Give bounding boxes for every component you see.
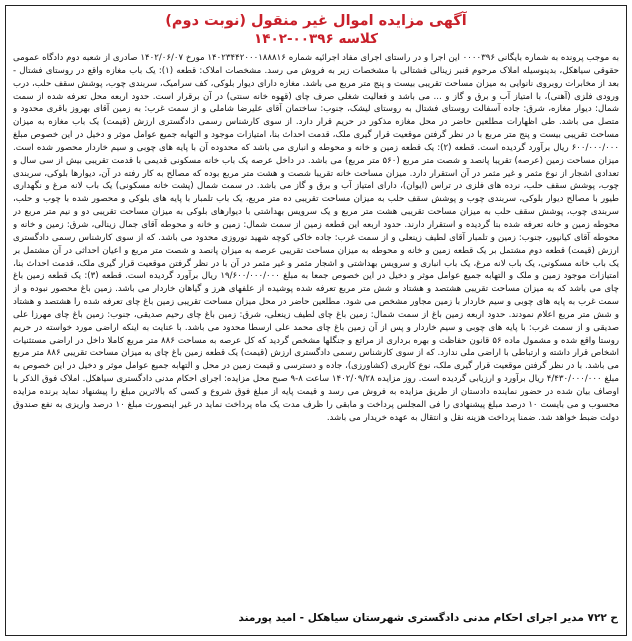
case-number: کلاسه ۰۰۳۹۶-۱۴۰۲ [253,31,379,47]
notice-title: آگهی مزایده اموال غیر منقول (نوبت دوم) [165,13,467,29]
notice-frame [5,5,627,636]
notice-header [6,12,626,48]
signature-line: ح ۷۲۲ مدیر اجرای احکام مدنی دادگستری شهرستان سیاهکل - امید پورمند [238,612,618,624]
notice-body [13,52,619,588]
notice-paragraph: به موجب پرونده به شماره بایگانی ۰۰۰۰۳۹۶ این اجرا و در راستای اجرای مفاد اجرائیه شماره ۱۴۰۲۳۴۴۲۰۰۰۱۸۸۸۱۶ مورخ ۱۴۰۲/۰۶/۰۷ صادری از شعبه دوم دادگاه عمومی حقوقی سیاهکل، بدینوسیله املاک مرحوم قنبر زینالی فشتالی با مشخصات زیر به فروش می رسد. مشخصات املاک: قطعه (۱): یک باب مغازه واقع در روستای فشتال - بعد از مخابرات روبروی نانوایی به میزان مساحت تقریبی بیست و پنج متر مربع می باشد. مغازه دارای دیوار بلوکی، کف سرامیک، سربندی چوب، پوشش سقف حلب، درب ورودی فلزی (آهنی)، با امتیاز آب و برق و گاز و ... می باشد و فعالیت شغلی صرف چای (قهوه خانه سنتی) در آن برقرار است. حدود اربعه محل تعرفه شده از سمت شمال: دیوار مغازه، شرق: جاده آسفالت روستای فشتال به روستای لیشک، جنوب: ساختمان آقای علیرضا شاملی و از سمت غرب: به زمین آقای بهروز باقری محدود و متصل می باشد. طی اظهارات مطلعین حاضر در محل مغازه مذکور در حریم قرار دارد. از سوی کارشناس رسمی دادگستری ارزش (قیمت) یک باب مغازه به میزان مساحت تقریبی بیست و پنج متر مربع با در نظر گرفتن موقعیت قرار گیری ملک، قدمت احداث بنا، امتیازات موجود و التهابه جمیع عوامل موثر و دخیل در این خصوص مبلغ ۶۰۰/۰۰۰/۰۰۰ ریال برآورد گردیده است. قطعه (۲): یک قطعه زمین و خانه و محوطه و انباری می باشد که محدوده آن با پایه های چوبی و سیم خاردار محصور شده است. میزان مساحت زمین (عرصه) تقریبا پانصد و شصت متر مربع (۵۶۰ متر مربع) می باشد. در داخل عرصه یک باب خانه مسکونی قدیمی با قدمت تقریبی بیش از سی سال و تعدادی اشجار از نوع مثمر و غیر مثمر در آن استقرار دارد. میزان مساحت خانه تقریبا شصت و هشت متر مربع بوده که مصالح به کار رفته در آن، دیوارها بلوکی، سربندی چوب، پوشش سقف حلب، نرده های فلزی در تراس (ایوان)، دارای امتیاز آب و برق و گاز می باشد. در سمت شمال (پشت خانه مسکونی) یک باب لانه مرغ و نگهداری طیور با مصالح دیوار بلوکی، سربندی چوب و پوشش سقف حلب به میزان مساحت تقریبی ده متر مربع، یک باب تلمبار با پایه های بلوکی و محصور شده با چوب و حلب، سربندی چوب، پوشش سقف حلب به میزان مساحت تقریبی هشت متر مربع و یک سرویس بهداشتی با دیوارهای بلوکی به میزان مساحت تقریبی دو و نیم متر مربع در محوطه زمین و خانه تعرفه شده بنا گردیده و استقرار دارند. حدود اربعه این قطعه زمین از سمت شمال: زمین و خانه و محوطه آقای جمال زینالی، شرق: زمین و خانه و محوطه آقای کیانپور، جنوب: زمین و تلمبار آقای لطیف زینعلی و از سمت غرب: جاده خاکی کوچه شهید نوروزی محدود می باشد. که از سوی کارشناس رسمی دادگستری ارزش (قیمت) قطعه دوم مشتمل بر یک قطعه زمین و خانه و محوطه به میزان مساحت تقریبی عرصه به میزان پانصد و شصت متر مربع و اعیان احداثی در آن مشتمل بر یک باب خانه مسکونی، یک باب لانه مرغ، یک باب انباری و سرویس بهداشتی و اشجار مثمر و غیر مثمر در آن با در نظر گرفتن موقعیت قرار گیری ملک، قدمت احداث بنا، امتیازات موجود زمین و ملک و التهابه جمیع عوامل موثر و دخیل در این خصوص جمعا به مبلغ ۱۹/۶۰۰/۰۰۰/۰۰۰ ریال برآورد گردیده است. قطعه (۳): یک قطعه زمین باغ چای می باشد که به میزان مساحت تقریبی هشتصد و هشتاد و شش متر مربع تعرفه شده پوشیده از علفهای هرز و گیاهان خاردار می باشد. زمین باغ محصور نبوده و از سمت غرب به پایه های چوبی و سیم خاردار با زمین مجاور مشخص می شود. مطلعین حاضر در محل میزان مساحت تقریبی زمین باغ چای تعرفه شده را هشتصد و هشتاد و شش متر مربع اعلام نمودند. حدود اربعه زمین باغ از سمت شمال: زمین باغ چای لطیف زینعلی، شرق: زمین باغ چای رحیم صدیقی، جنوب: زمین باغ چای مهرزا علی صدیقی و از سمت غرب: با پایه های چوبی و سیم خاردار و پس از آن زمین باغ چای محمد علی ارسطا محدود می باشد. با عنایت به اینکه اراضی مورد خواسته در حریم روستا واقع شده و مشمول ماده ۵۶ قانون حفاظت و بهره برداری از مراتع و جنگلها مشخص گردید که کل عرصه به مساحت ۸۸۶ متر مربع کاملا داخل در اراضی مستثنیات اشخاص قرار داشته و ارتباطی با اراضی ملی ندارد. که از سوی کارشناس رسمی دادگستری ارزش (قیمت) یک قطعه زمین باغ چای به میزان مساحت تقریبی ۸۸۶ متر مربع می باشد. با در نظر گرفتن موقعیت قرار گیری ملک، نوع کاربری (کشاورزی)، جاده و دسترسی و قیمت زمین در محل و التهابه جمیع عوامل موثر و دخیل در این خصوص به مبلغ ۴/۴۳۰/۰۰۰/۰۰۰ ریال برآورد و ارزیابی گردیده است. روز مزایده ۱۴۰۲/۰۹/۲۸ ساعت ۸-۹ صبح محل مزایده: اجرای احکام مدنی دادگستری سیاهکل. املاک فوق الذکر با اوصاف بیان شده در حضور نماینده دادستان از طریق مزایده به فروش می رسد و قیمت پایه از مبلغ فوق شروع و کسی که بالاترین مبلغ را پیشنهاد نماید برنده مزایده محسوب و می بایست ۱۰ درصد مبلغ پیشنهادی را فی المجلس پرداخت و مابقی را ظرف مدت یک ماه پرداخت نماید در غیر اینصورت مبلغ ۱۰ درصد واریزی به نفع صندوق دولت ضبط خواهد شد. ضمنا پرداخت هزینه نقل و انتقال به عهده خریدار می باشد. [13,53,619,423]
